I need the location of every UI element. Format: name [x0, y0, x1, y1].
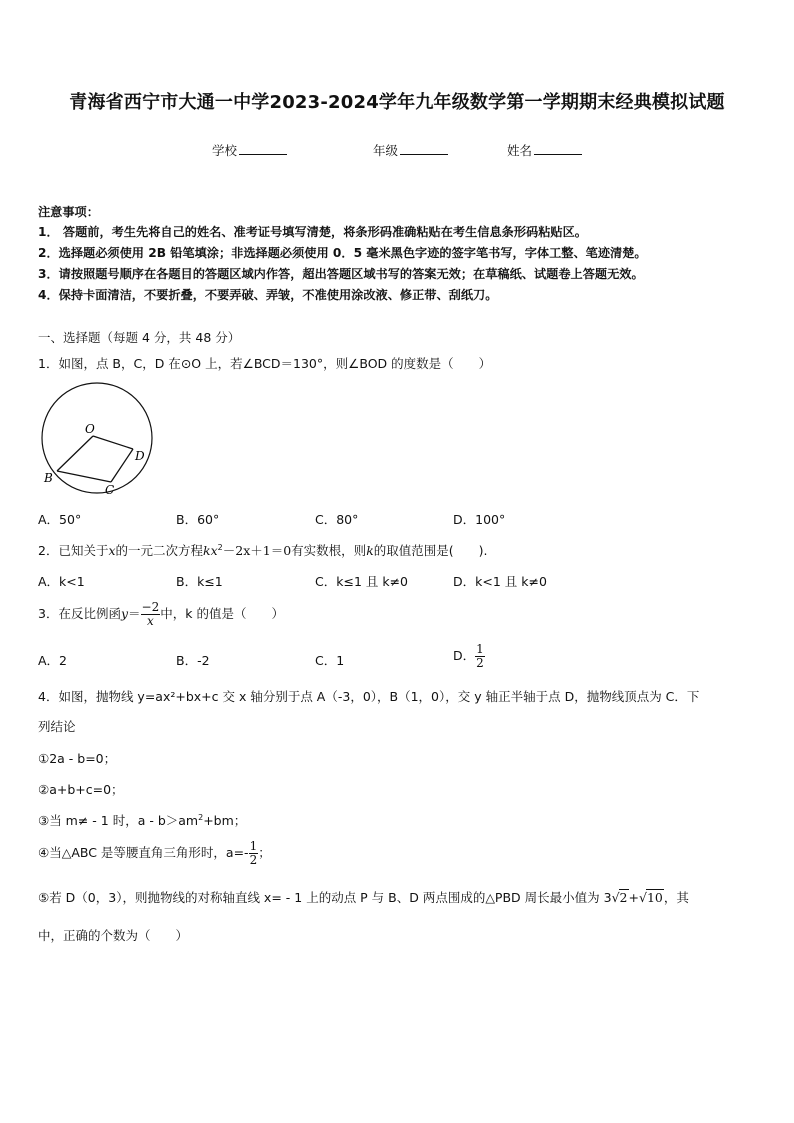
school-field[interactable] — [212, 141, 287, 159]
q4-stem-end: 中，正确的个数为（ ） — [38, 928, 189, 943]
notes-heading: 注意事项： — [38, 205, 99, 219]
q3-text: 3．在反比例函 — [38, 606, 121, 621]
note-item: 2．选择题必须使用 2B 铅笔填涂；非选择题必须使用 0．5 毫米黑色字迹的签字笔书写，字体工整、笔迹清楚。 — [38, 246, 647, 260]
q3-denominator: x — [147, 614, 154, 628]
q3-option-c[interactable]: C．1 — [315, 653, 345, 668]
q3-option-d-fraction — [475, 643, 485, 670]
q3-option-b[interactable]: B．-2 — [176, 653, 210, 668]
q2-eq: kx — [203, 543, 218, 558]
circle-figure — [34, 382, 164, 498]
segment-od — [93, 436, 133, 449]
page-title: 青海省西宁市大通一中学2023-2024学年九年级数学第一学期期末经典模拟试题 — [69, 92, 725, 113]
q2-eq: －2x＋1＝0 — [222, 543, 292, 558]
q3-option-a[interactable]: A．2 — [38, 653, 68, 668]
q3-option-d[interactable] — [453, 643, 485, 670]
q4-conclusion-3 — [38, 811, 246, 829]
q4-c4-fraction — [249, 840, 259, 867]
segment-ob — [57, 436, 93, 471]
sqrt-icon: √ — [611, 890, 620, 905]
name-blank[interactable] — [534, 142, 582, 155]
name-label: 姓名 — [507, 143, 533, 158]
q1-option-d[interactable]: D．100° — [453, 512, 506, 527]
q2-option-a[interactable]: A．k<1 — [38, 574, 85, 589]
q3-text: ＝ — [128, 606, 141, 621]
q3-stem — [38, 601, 284, 628]
label-d: D — [135, 449, 145, 463]
label-c: C — [105, 483, 115, 497]
q3-option-d-label: D． — [453, 648, 476, 663]
q4-c3-sup: 2 — [198, 812, 204, 822]
q2-var-k: k — [366, 543, 374, 558]
q1-option-c[interactable]: C．80° — [315, 512, 359, 527]
q4-stem-line1: 4．如图，抛物线 y=ax²+bx+c 交 x 轴分别于点 A（-3，0），B（1，0），交 y 轴正半轴于点 D，抛物线顶点为 C．下 — [38, 689, 700, 704]
q4-c5-text: ⑤若 D（0，3），则抛物线的对称轴直线 x= - 1 上的动点 P 与 B、D 两点围成的△PBD 周长最小值为 3 — [38, 890, 612, 905]
q4-conclusion-4 — [38, 840, 271, 867]
q2-option-b[interactable]: B．k≤1 — [176, 574, 223, 589]
q4-c4-num: 1 — [249, 839, 258, 853]
grade-label: 年级 — [373, 143, 399, 158]
q2-text: 的一元二次方程 — [115, 543, 204, 558]
grade-blank[interactable] — [400, 142, 448, 155]
q2-var-x: x — [108, 543, 116, 558]
q3-var-y: y — [120, 606, 129, 621]
q1-option-b[interactable]: B．60° — [176, 512, 220, 527]
q4-conclusion-2: ②a+b+c=0； — [38, 782, 124, 797]
grade-field[interactable] — [373, 141, 448, 159]
q2-text: 的取值范围是( ). — [373, 543, 488, 558]
label-o: O — [85, 422, 95, 436]
q4-c4-text: ； — [258, 845, 271, 860]
school-blank[interactable] — [239, 142, 287, 155]
school-label: 学校 — [212, 143, 238, 158]
note-item: 1． 答题前，考生先将自己的姓名、准考证号填写清楚，将条形码准确粘贴在考生信息条形码粘贴区。 — [38, 225, 587, 239]
q4-conclusion-5 — [38, 888, 689, 906]
q4-c4-den: 2 — [249, 853, 258, 867]
q3-option-d-den: 2 — [476, 656, 484, 670]
q3-option-d-num: 1 — [476, 642, 484, 656]
q4-c5-radicand: 10 — [646, 890, 663, 905]
q2-text: 2．已知关于 — [38, 543, 109, 558]
q3-text: 中，k 的值是（ ） — [160, 606, 284, 621]
q3-numerator: −2 — [141, 600, 160, 614]
q4-c3-text: +bm； — [203, 813, 247, 828]
note-item: 4．保持卡面清洁，不要折叠，不要弄破、弄皱，不准使用涂改液、修正带、刮纸刀。 — [38, 288, 498, 302]
q4-c4-text: ④当△ABC 是等腰直角三角形时，a=- — [38, 845, 249, 860]
label-b: B — [44, 471, 53, 485]
q2-option-d[interactable]: D．k<1 且 k≠0 — [453, 574, 547, 589]
q1-stem: 1．如图，点 B，C，D 在⊙O 上，若∠BCD＝130°，则∠BOD 的度数是（ ） — [38, 356, 492, 371]
q1-option-a[interactable]: A．50° — [38, 512, 82, 527]
sqrt-icon: √ — [638, 890, 647, 905]
q2-text: 有实数根，则 — [291, 543, 367, 558]
segment-bc — [57, 471, 111, 482]
q3-fraction — [141, 601, 161, 628]
note-item: 3．请按照题号顺序在各题目的答题区域内作答，超出答题区域书写的答案无效；在草稿纸、试题卷上答题无效。 — [38, 267, 644, 281]
q4-c5-radicand: 2 — [619, 890, 628, 905]
q4-c5-text: ，其 — [663, 890, 689, 905]
q2-eq-sup: 2 — [217, 542, 223, 552]
section-heading: 一、选择题（每题 4 分，共 48 分） — [38, 330, 241, 345]
q4-c5-plus: + — [628, 890, 639, 905]
q2-option-c[interactable]: C．k≤1 且 k≠0 — [315, 574, 409, 589]
q4-c3-text: ③当 m≠ - 1 时，a - b＞am — [38, 813, 199, 828]
circle-o — [42, 383, 152, 493]
q4-conclusion-1: ①2a - b=0； — [38, 751, 117, 766]
segment-cd — [111, 449, 133, 482]
q4-stem-line2: 列结论 — [38, 719, 76, 734]
q2-stem — [38, 541, 488, 559]
name-field[interactable] — [507, 141, 582, 159]
